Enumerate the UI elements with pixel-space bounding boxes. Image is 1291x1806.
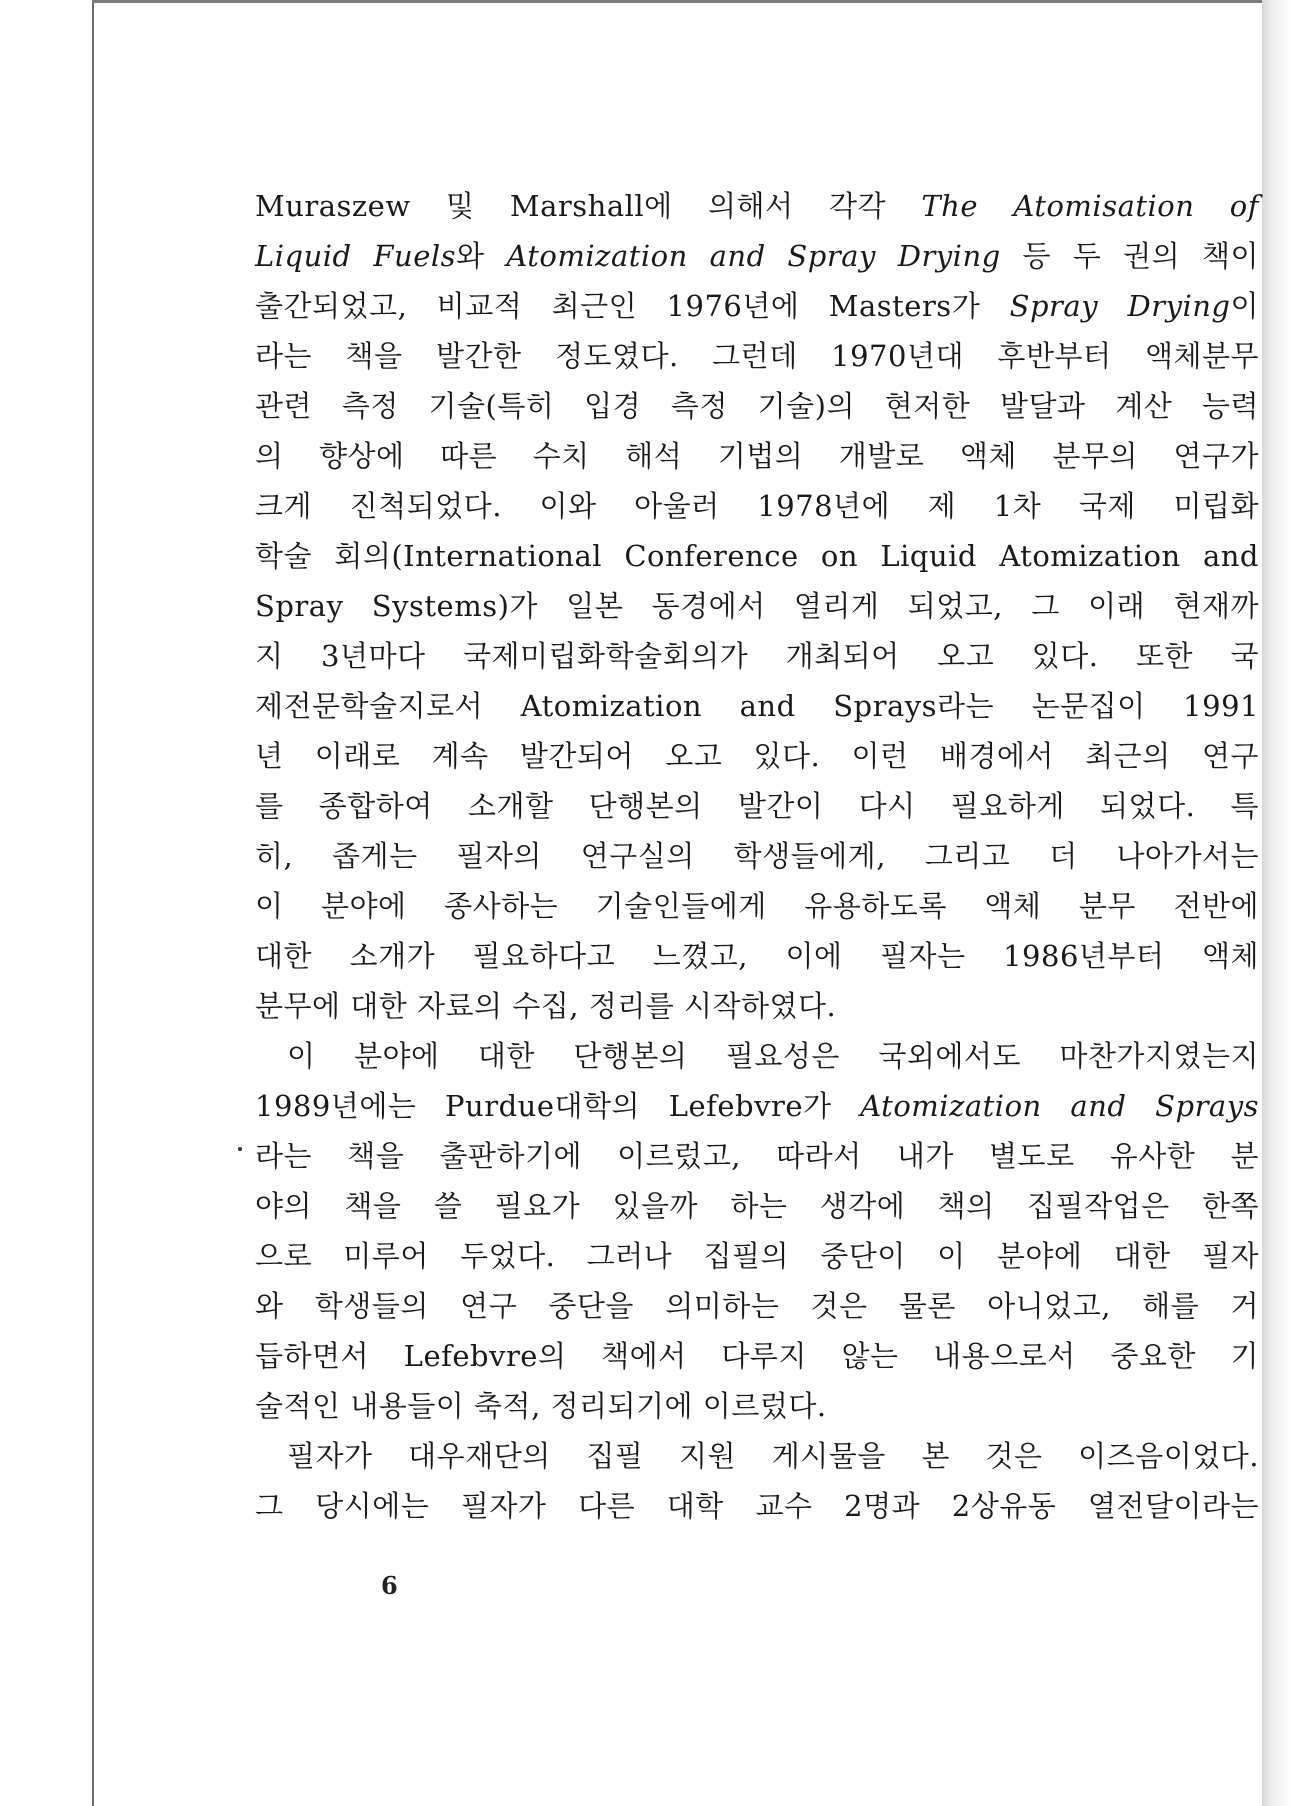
text-line [255, 431, 1259, 481]
text-span: 를 종합하여 소개할 단행본의 발간이 다시 필요하게 되었다. 특 [255, 789, 1259, 823]
text-line [255, 1181, 1259, 1231]
text-line [255, 531, 1259, 581]
text-span: 관련 측정 기술(특히 입경 측정 기술)의 현저한 발달과 계산 능력 [255, 389, 1259, 423]
text-span: 학술 회의(International Conference on Liquid Atomization and [255, 539, 1259, 573]
text-span: 출간되었고, 비교적 최근인 1976년에 Masters가 [255, 289, 1010, 323]
text-span: 크게 진척되었다. 이와 아울러 1978년에 제 1차 국제 미립화 [255, 489, 1259, 523]
text-line [255, 981, 1259, 1031]
text-span: 듭하면서 Lefebvre의 책에서 다루지 않는 내용으로서 중요한 기 [255, 1339, 1259, 1373]
text-line [255, 781, 1259, 831]
text-line [255, 581, 1259, 631]
italic-title-span: Spray Drying [1009, 289, 1231, 323]
text-line [255, 181, 1259, 231]
text-span: 이 [1230, 289, 1259, 323]
italic-title-span: Atomization and Spray Drying [506, 239, 1001, 273]
text-line [255, 1481, 1259, 1531]
text-span: 대한 소개가 필요하다고 느꼈고, 이에 필자는 1986년부터 액체 [255, 939, 1259, 973]
text-line [255, 381, 1259, 431]
text-span: 와 학생들의 연구 중단을 의미하는 것은 물론 아니었고, 해를 거 [255, 1289, 1259, 1323]
text-span: 필자가 대우재단의 집필 지원 게시물을 본 것은 이즈음이었다. [287, 1439, 1259, 1473]
text-line [255, 1231, 1259, 1281]
text-span: 와 [456, 239, 507, 273]
text-span: 이 분야에 종사하는 기술인들에게 유용하도록 액체 분무 전반에 [255, 889, 1259, 923]
text-span: 라는 책을 발간한 정도였다. 그런데 1970년대 후반부터 액체분무 [255, 339, 1259, 373]
italic-title-span: Liquid Fuels [255, 239, 457, 273]
scan-right-shadow [1262, 0, 1291, 1806]
text-span: 등 두 권의 책이 [1000, 239, 1259, 273]
text-line [255, 681, 1259, 731]
text-span: 제전문학술지로서 Atomization and Sprays라는 논문집이 1991 [255, 689, 1259, 723]
text-line [255, 1081, 1259, 1131]
text-span: 술적인 내용들이 축적, 정리되기에 이르렀다. [255, 1389, 827, 1423]
text-line [255, 1031, 1259, 1081]
scan-speck [238, 1147, 242, 1151]
text-line [255, 1381, 1259, 1431]
text-span: 년 이래로 계속 발간되어 오고 있다. 이런 배경에서 최근의 연구 [255, 739, 1259, 773]
text-span: 으로 미루어 두었다. 그러나 집필의 중단이 이 분야에 대한 필자 [255, 1239, 1259, 1273]
text-span: 이 분야에 대한 단행본의 필요성은 국외에서도 마찬가지였는지 [287, 1039, 1259, 1073]
text-line [255, 1331, 1259, 1381]
text-line [255, 831, 1259, 881]
text-line [255, 1281, 1259, 1331]
text-span: 분무에 대한 자료의 수집, 정리를 시작하였다. [255, 989, 837, 1023]
body-text [255, 181, 1259, 1531]
text-span: Muraszew 및 Marshall에 의해서 각각 [255, 189, 922, 223]
text-line [255, 731, 1259, 781]
text-span: 의 향상에 따른 수치 해석 기법의 개발로 액체 분무의 연구가 [255, 439, 1259, 473]
book-page [94, 3, 1262, 1806]
text-line [255, 331, 1259, 381]
text-span: 그 당시에는 필자가 다른 대학 교수 2명과 2상유동 열전달이라는 [255, 1489, 1259, 1523]
text-span: 지 3년마다 국제미립화학술회의가 개최되어 오고 있다. 또한 국 [255, 639, 1259, 673]
text-line [255, 931, 1259, 981]
text-line [255, 481, 1259, 531]
text-span: 야의 책을 쓸 필요가 있을까 하는 생각에 책의 집필작업은 한쪽 [255, 1189, 1259, 1223]
italic-title-span: Atomization and Sprays [860, 1089, 1259, 1123]
text-line [255, 281, 1259, 331]
text-span: 라는 책을 출판하기에 이르렀고, 따라서 내가 별도로 유사한 분 [255, 1139, 1259, 1173]
scan-left-edge [0, 0, 94, 1806]
text-line [255, 1131, 1259, 1181]
text-line [255, 1431, 1259, 1481]
page-number: 6 [381, 1571, 398, 1600]
text-line [255, 881, 1259, 931]
text-line [255, 231, 1259, 281]
text-span: 1989년에는 Purdue대학의 Lefebvre가 [255, 1089, 861, 1123]
text-span: Spray Systems)가 일본 동경에서 열리게 되었고, 그 이래 현재까 [255, 589, 1259, 623]
text-span: 히, 좁게는 필자의 연구실의 학생들에게, 그리고 더 나아가서는 [255, 839, 1259, 873]
italic-title-span: The Atomisation of [921, 189, 1260, 223]
text-line [255, 631, 1259, 681]
